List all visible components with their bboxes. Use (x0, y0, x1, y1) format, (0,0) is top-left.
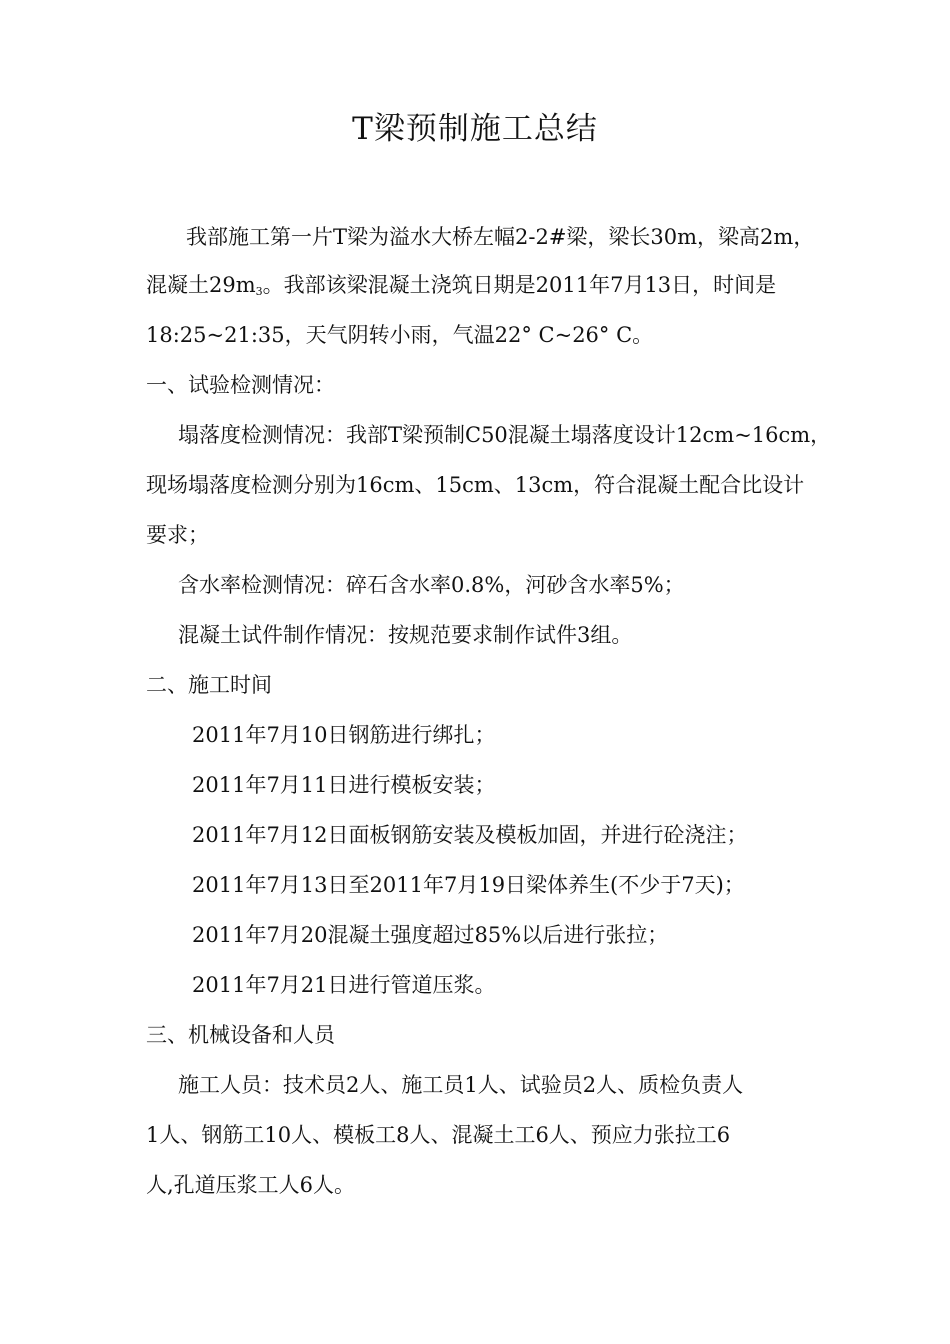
schedule-item: 2011年7月11日进行模板安装； (192, 773, 496, 797)
slump-line-2: 现场塌落度检测分别为16cm、15cm、13cm，符合混凝土配合比设计 (146, 473, 805, 497)
intro-line-2-post: 。我部该梁混凝土浇筑日期是2011年7月13日，时间是 (262, 273, 777, 297)
schedule-item: 2011年7月21日进行管道压浆。 (192, 973, 496, 997)
intro-line-3: 18:25~21:35，天气阴转小雨，气温22° C~26° C。 (146, 323, 654, 347)
section-2-heading: 二、施工时间 (146, 673, 272, 697)
specimen-line: 混凝土试件制作情况：按规范要求制作试件3组。 (178, 623, 633, 647)
slump-line-3: 要求； (146, 523, 209, 547)
section-3-heading: 三、机械设备和人员 (146, 1023, 335, 1047)
schedule-item: 2011年7月12日面板钢筋安装及模板加固，并进行砼浇注； (192, 823, 748, 847)
staff-line-2: 1人、钢筋工10人、模板工8人、混凝土工6人、预应力张拉工6 (146, 1123, 731, 1147)
intro-line-2-pre: 混凝土29m (146, 273, 256, 297)
cubic-superscript: 3 (255, 285, 263, 298)
schedule-item: 2011年7月13日至2011年7月19日梁体养生(不少于7天)； (192, 873, 745, 897)
intro-line-2 (146, 270, 776, 304)
moisture-line: 含水率检测情况：碎石含水率0.8%，河砂含水率5%； (178, 573, 685, 597)
intro-line-1: 我部施工第一片T梁为溢水大桥左幅2-2#梁，梁长30m，梁高2m， (186, 225, 815, 249)
schedule-item: 2011年7月20混凝土强度超过85%以后进行张拉； (192, 923, 669, 947)
slump-line-1: 塌落度检测情况：我部T梁预制C50混凝土塌落度设计12cm~16cm， (178, 423, 832, 447)
staff-line-1: 施工人员：技术员2人、施工员1人、试验员2人、质检负责人 (178, 1073, 744, 1097)
staff-line-3: 人,孔道压浆工人6人。 (146, 1173, 356, 1197)
document-title: T梁预制施工总结 (352, 111, 598, 147)
schedule-item: 2011年7月10日钢筋进行绑扎； (192, 723, 496, 747)
section-1-heading: 一、试验检测情况： (146, 373, 335, 397)
